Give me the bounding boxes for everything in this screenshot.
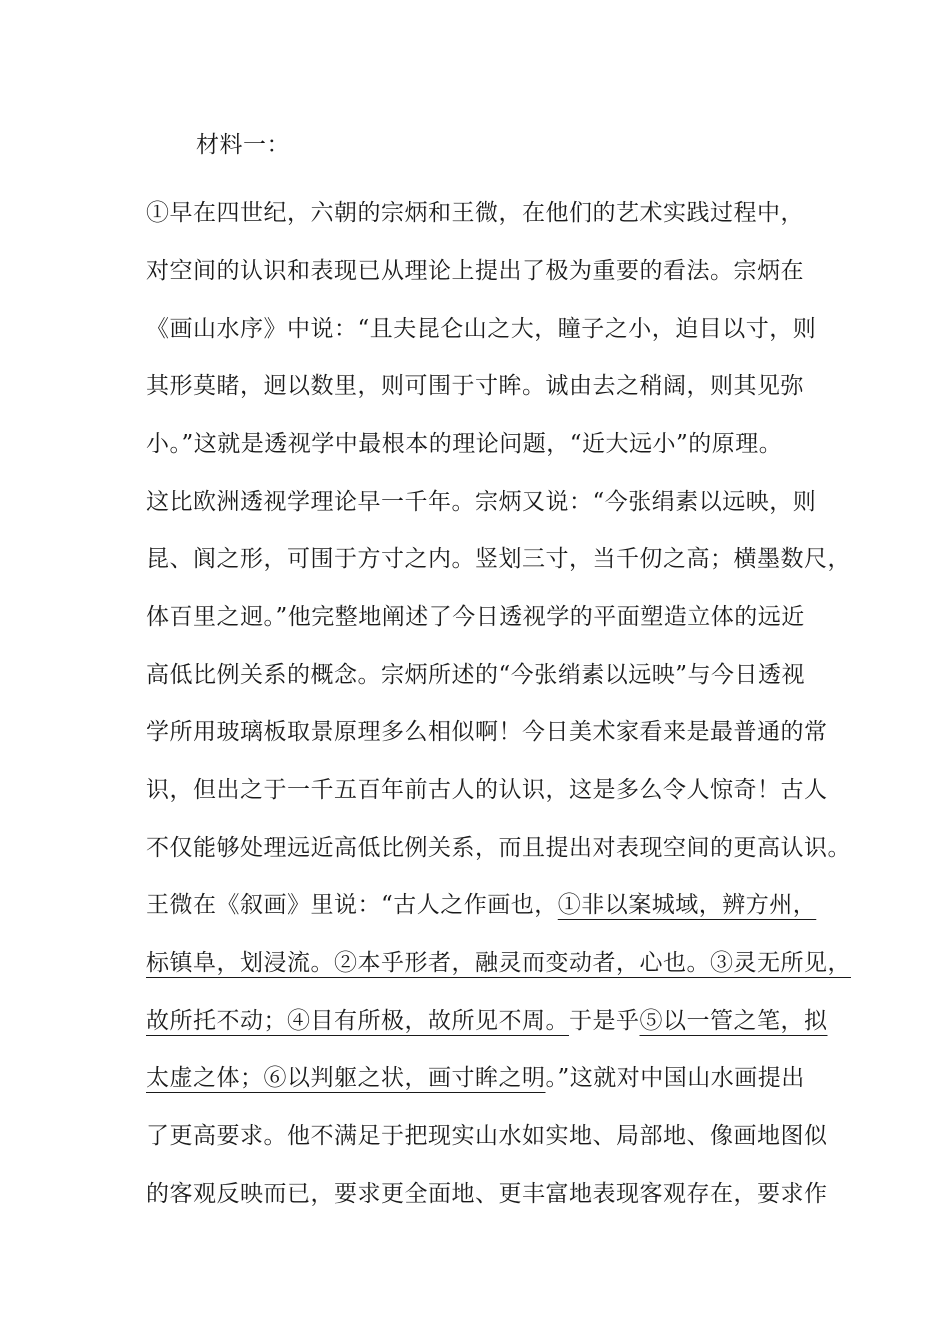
underlined-quote: ⑤以一管之笔，拟: [639, 1008, 828, 1034]
underlined-quote: ①非以案城域，辨方州，: [557, 892, 817, 918]
paragraph-line: [146, 424, 826, 464]
underlined-quote: 太虚之体；⑥以判躯之状，画寸眸之明: [146, 1065, 546, 1091]
text-run: 学所用玻璃板取景原理多么相似啊！今日美术家看来是最普通的常: [146, 719, 828, 745]
paragraph-line: [146, 597, 826, 637]
text-run: 。”这就对中国山水画提出: [545, 1065, 805, 1091]
text-run: 的客观反映而已，要求更全面地、更丰富地表现客观存在，要求作: [146, 1181, 828, 1207]
paragraph-line: [146, 1116, 826, 1156]
paragraph-line: [146, 1001, 826, 1041]
text-run: 这比欧洲透视学理论早一千年。宗炳又说：“今张绢素以远映，则: [146, 489, 817, 515]
text-run: 《画山水序》中说：“且夫昆仑山之大，瞳子之小，迫目以寸，则: [146, 316, 817, 342]
paragraph-line: [146, 1058, 826, 1098]
underlined-quote: 标镇阜，划浸流。②本乎形者，融灵而变动者，心也。③灵无所见，: [146, 950, 851, 976]
text-run: 对空间的认识和表现已从理论上提出了极为重要的看法。宗炳在: [146, 258, 804, 284]
text-run: ①早在四世纪，六朝的宗炳和王微，在他们的艺术实践过程中，: [146, 200, 804, 226]
paragraph-line: [146, 770, 826, 810]
paragraph-line: [146, 251, 826, 291]
paragraph-line: [146, 828, 851, 868]
paragraph-line: [146, 309, 826, 349]
text-run: 于是乎: [569, 1008, 640, 1034]
text-run: 小。”这就是透视学中最根本的理论问题，“近大远小”的原理。: [146, 431, 783, 457]
underlined-quote: 故所托不动；④目有所极，故所见不周。: [146, 1008, 569, 1034]
text-run: 识，但出之于一千五百年前古人的认识，这是多么令人惊奇！古人: [146, 777, 828, 803]
text-run: 了更高要求。他不满足于把现实山水如实地、局部地、像画地图似: [146, 1123, 828, 1149]
text-run: 高低比例关系的概念。宗炳所述的“今张绡素以远映”与今日透视: [146, 662, 806, 688]
paragraph-line: [146, 1174, 826, 1214]
text-run: 昆、阆之形，可围于方寸之内。竖划三寸，当千仞之高；横墨数尺，: [146, 546, 851, 572]
paragraph-line: [146, 885, 826, 925]
section-heading: 材料一：: [196, 132, 290, 158]
paragraph-line: [146, 539, 851, 579]
paragraph-line: [146, 482, 826, 522]
text-run: 不仅能够处理远近高低比例关系，而且提出对表现空间的更高认识。: [146, 835, 851, 861]
paragraph-line: [146, 712, 826, 752]
paragraph-line: [146, 193, 826, 233]
paragraph-line: [146, 366, 826, 406]
paragraph-line: [146, 943, 851, 983]
text-run: 体百里之迥。”他完整地阐述了今日透视学的平面塑造立体的远近: [146, 604, 805, 630]
text-run: 其形莫睹，迥以数里，则可围于寸眸。诚由去之稍阔，则其见弥: [146, 373, 804, 399]
paragraph-line: [146, 655, 826, 695]
text-run: 王微在《叙画》里说：“古人之作画也，: [146, 892, 558, 918]
